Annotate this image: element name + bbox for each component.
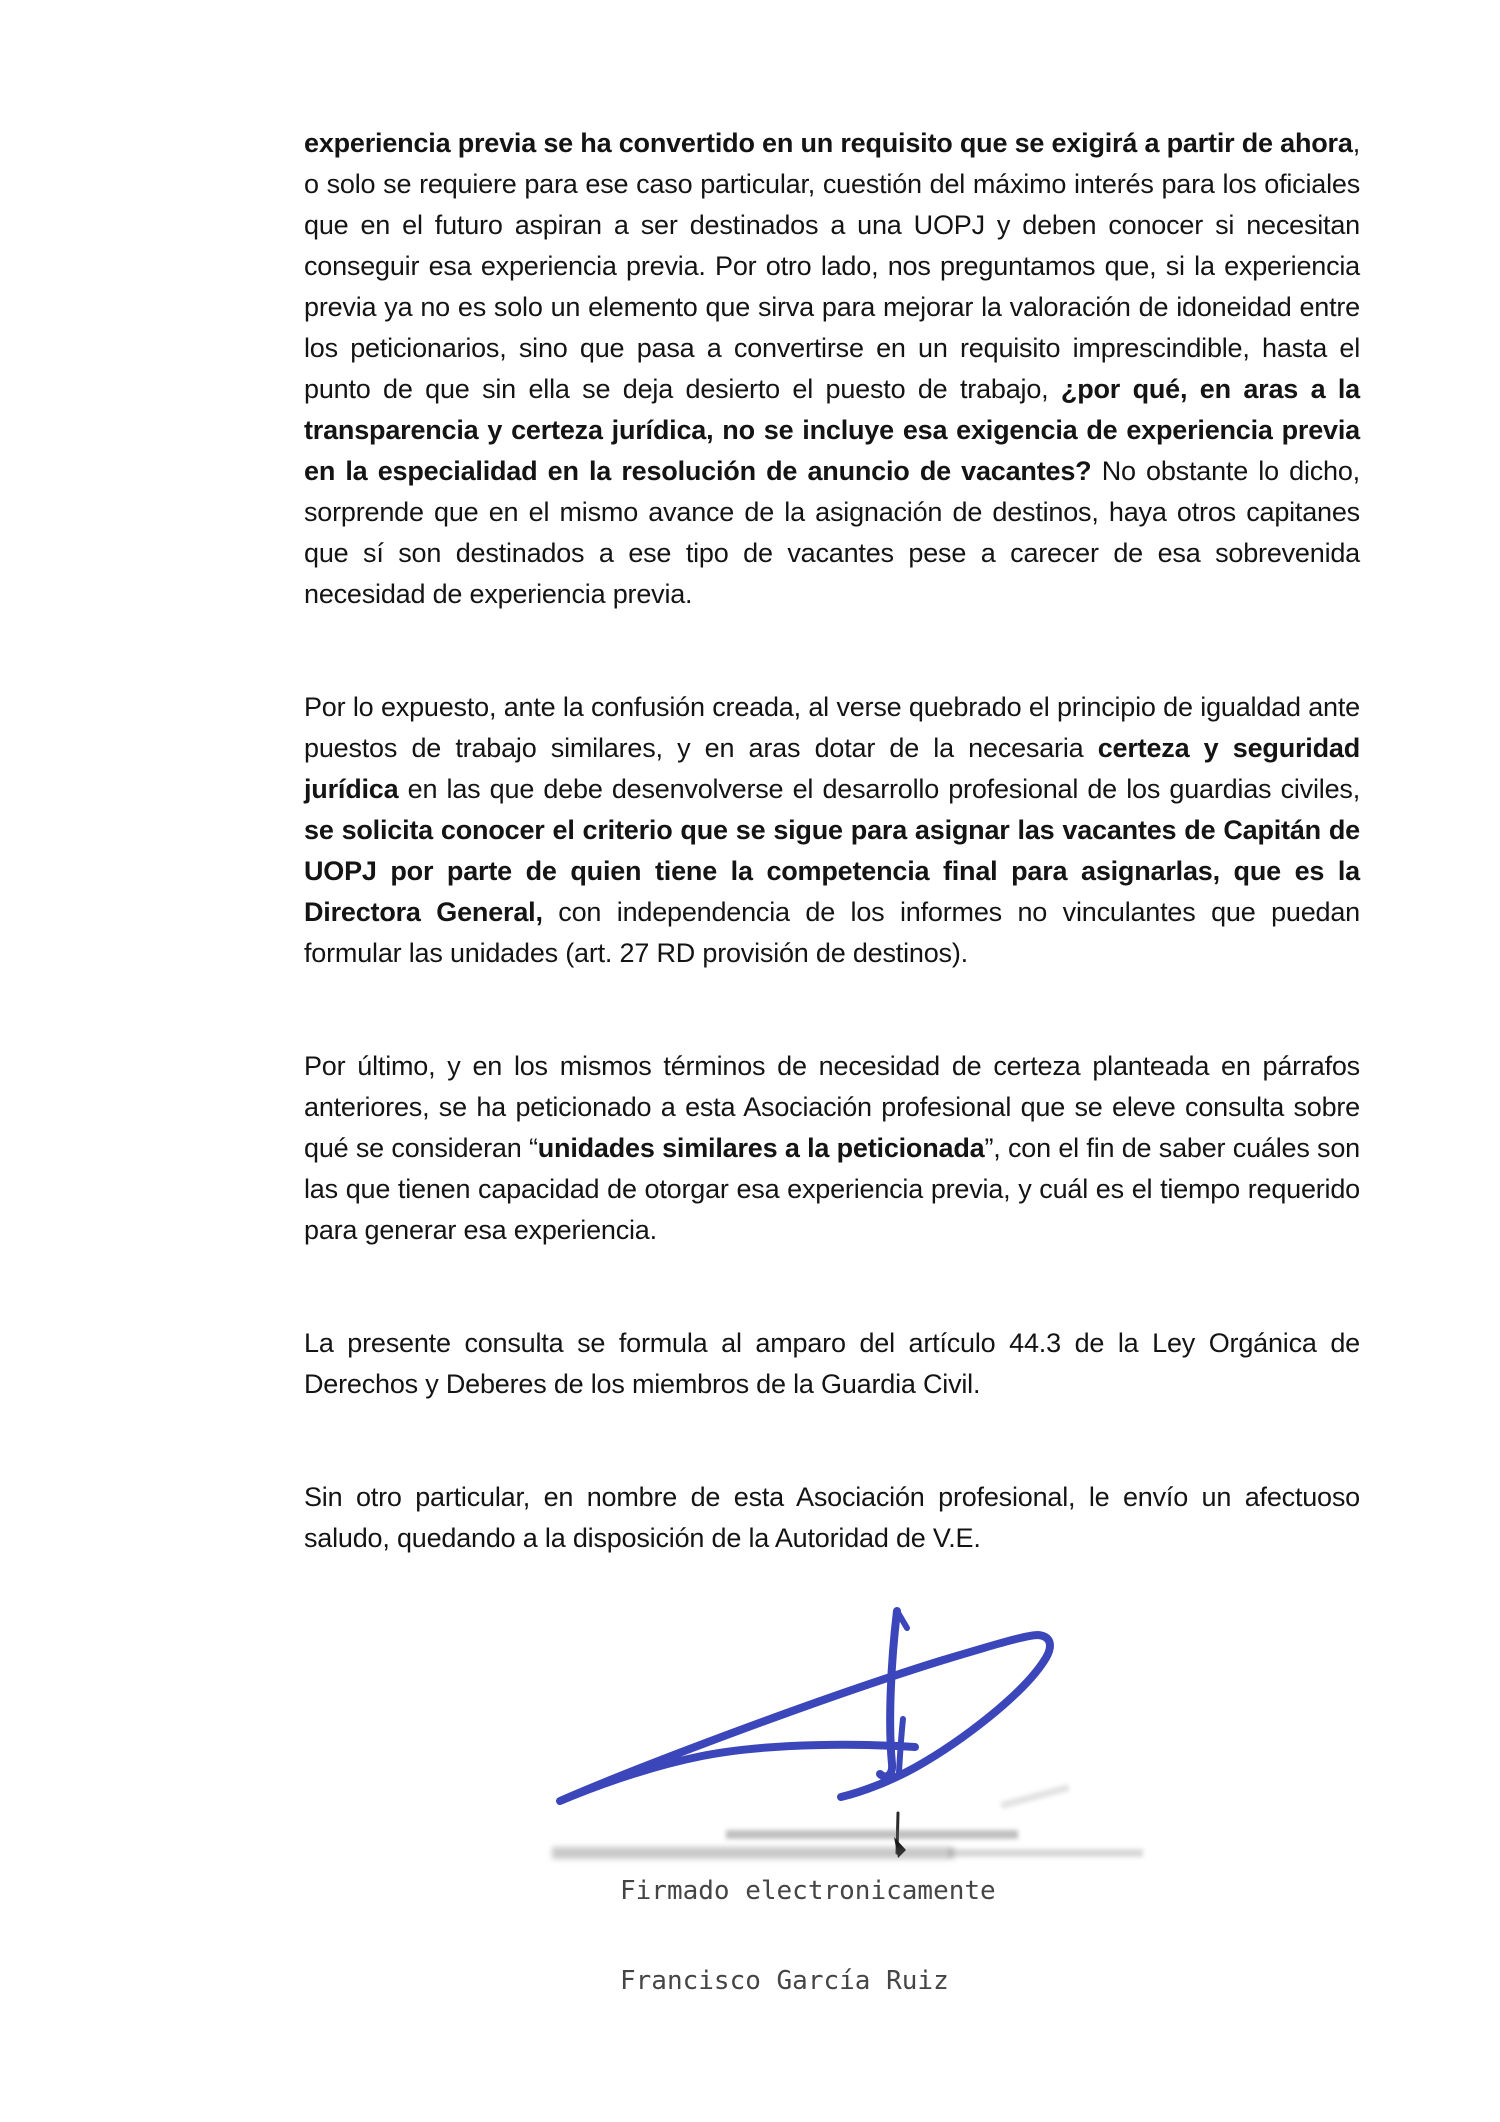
signature-caption-line2: Francisco García Ruiz [620, 1966, 949, 1996]
body-paragraph: experiencia previa se ha convertido en un requisito que se exigirá a partir de ahora, o solo se requiere para ese caso particular, cuestión del máximo interés para los oficiales que en el futuro aspiran a ser destinados a una UOPJ y deben conocer si necesitan conseguir esa experiencia previa. Por otro lado, nos preguntamos que, si la experiencia previa ya no es solo un elemento que sirva para mejorar la valoración de idoneidad entre los peticionarios, sino que pasa a convertirse en un requisito imprescindible, hasta el punto de que sin ella se deja desierto el puesto de trabajo, ¿por qué, en aras a la transparencia y certeza jurídica, no se incluye esa exigencia de experiencia previa en la especialidad en la resolución de anuncio de vacantes? No obstante lo dicho, sorprende que en el mismo avance de la asignación de destinos, haya otros capitanes que sí son destinados a ese tipo de vacantes pese a carecer de esa sobrevenida necesidad de experiencia previa. [304, 128, 1360, 609]
signature-caption-line1: Firmado electronicamente [620, 1876, 996, 1906]
body-paragraph: Sin otro particular, en nombre de esta Asociación profesional, le envío un afectuoso saludo, quedando a la disposición de la Autoridad de V.E. [304, 1482, 1360, 1553]
body-paragraph: La presente consulta se formula al amparo del artículo 44.3 de la Ley Orgánica de Derechos y Deberes de los miembros de la Guardia Civil. [304, 1328, 1360, 1399]
signature-caption [620, 1816, 996, 2056]
letter-body [304, 123, 1360, 1631]
signature-stroke [560, 1635, 1050, 1801]
body-paragraph: Por último, y en los mismos términos de necesidad de certeza planteada en párrafos anteriores, se ha peticionado a esta Asociación profesional que se eleve consulta sobre qué se consideran “unidades similares a la peticionada”, con el fin de saber cuáles son las que tienen capacidad de otorgar esa experiencia previa, y cuál es el tiempo requerido para generar esa experiencia. [304, 1051, 1360, 1245]
body-paragraph: Por lo expuesto, ante la confusión creada, al verse quebrado el principio de igualdad ante puestos de trabajo similares, y en aras dotar de la necesaria certeza y seguridad jurídica en las que debe desenvolverse el desarrollo profesional de los guardias civiles, se solicita conocer el criterio que se sigue para asignar las vacantes de Capitán de UOPJ por parte de quien tiene la competencia final para asignarlas, que es la Directora General, con independencia de los informes no vinculantes que puedan formular las unidades (art. 27 RD provisión de destinos). [304, 692, 1360, 968]
signature-stroke [899, 1719, 903, 1772]
signature-stroke [880, 1611, 897, 1777]
